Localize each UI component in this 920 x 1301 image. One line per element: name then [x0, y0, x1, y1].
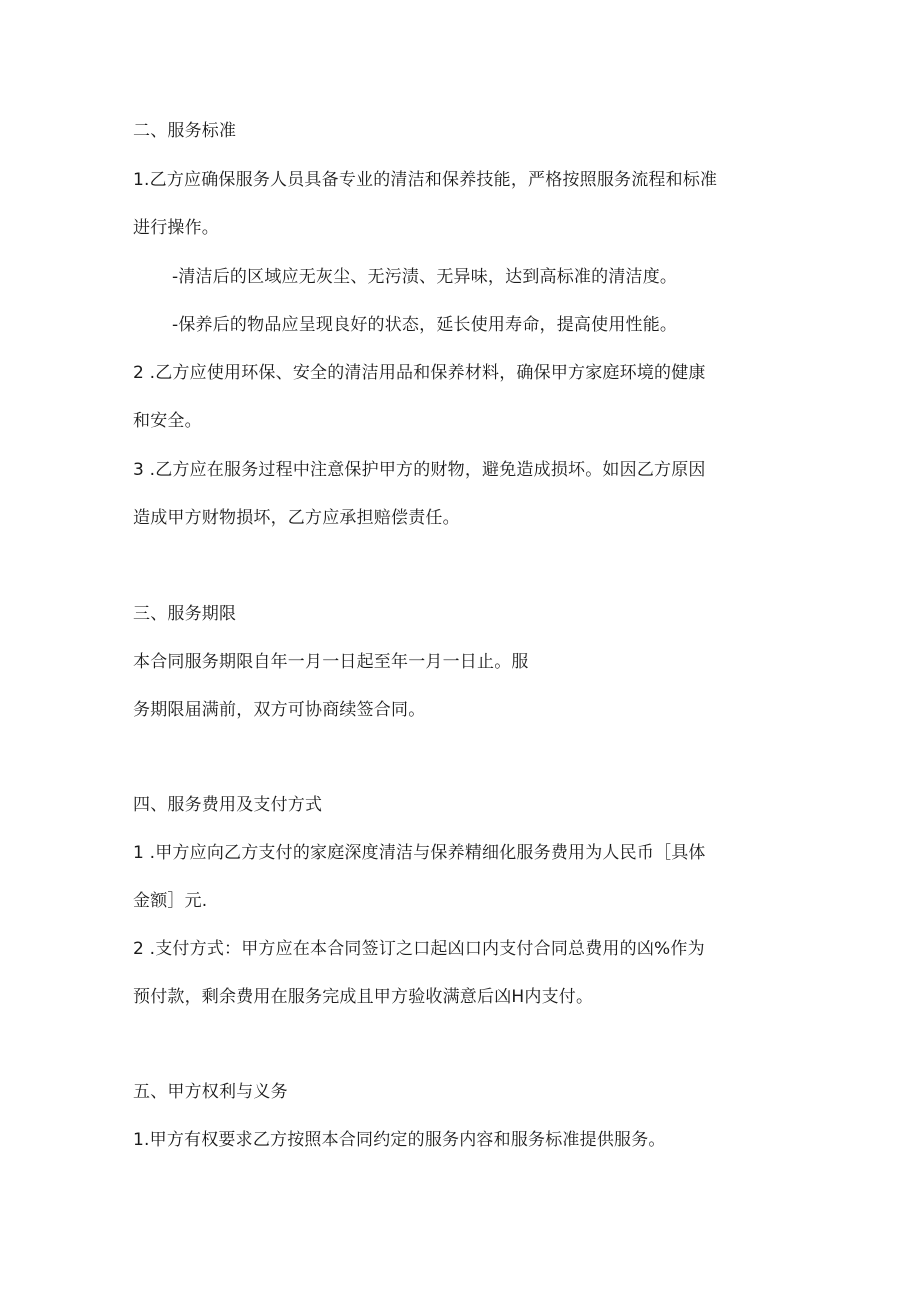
paragraph-line: 金额］元.	[133, 891, 208, 911]
section-heading-service-term: 三、服务期限	[133, 604, 237, 624]
paragraph-line: 造成甲方财物损坏，乙方应承担赔偿责任。	[133, 508, 460, 528]
paragraph-line: 务期限届满前，双方可协商续签合同。	[133, 700, 426, 720]
paragraph-line: 2 .乙方应使用环保、安全的清洁用品和保养材料，确保甲方家庭环境的健康	[133, 363, 706, 383]
paragraph-line: 1.甲方有权要求乙方按照本合同约定的服务内容和服务标准提供服务。	[133, 1130, 666, 1150]
bullet-line: -清洁后的区域应无灰尘、无污渍、无异味，达到高标准的清洁度。	[172, 267, 678, 287]
paragraph-line: 2 .支付方式：甲方应在本合同签订之口起凶口内支付合同总费用的凶%作为	[133, 939, 705, 959]
paragraph-line: 1.乙方应确保服务人员具备专业的清洁和保养技能，严格按照服务流程和标准	[133, 170, 718, 190]
paragraph-line: 3 .乙方应在服务过程中注意保护甲方的财物，避免造成损坏。如因乙方原因	[133, 460, 706, 480]
paragraph-line: 和安全。	[133, 411, 202, 431]
paragraph-line: 本合同服务期限自年一月一日起至年一月一日止。服	[133, 652, 529, 672]
section-heading-party-a-rights: 五、甲方权利与义务	[133, 1082, 288, 1102]
paragraph-line: 进行操作。	[133, 218, 219, 238]
section-heading-service-standards: 二、服务标准	[133, 121, 237, 141]
paragraph-line: 1 .甲方应向乙方支付的家庭深度清洁与保养精细化服务费用为人民币［具体	[133, 843, 706, 863]
paragraph-line: 预付款，剩余费用在服务完成且甲方验收满意后凶H内支付。	[133, 987, 594, 1007]
section-heading-fees-payment: 四、服务费用及支付方式	[133, 795, 323, 815]
bullet-line: -保养后的物品应呈现良好的状态，延长使用寿命，提高使用性能。	[172, 315, 678, 335]
